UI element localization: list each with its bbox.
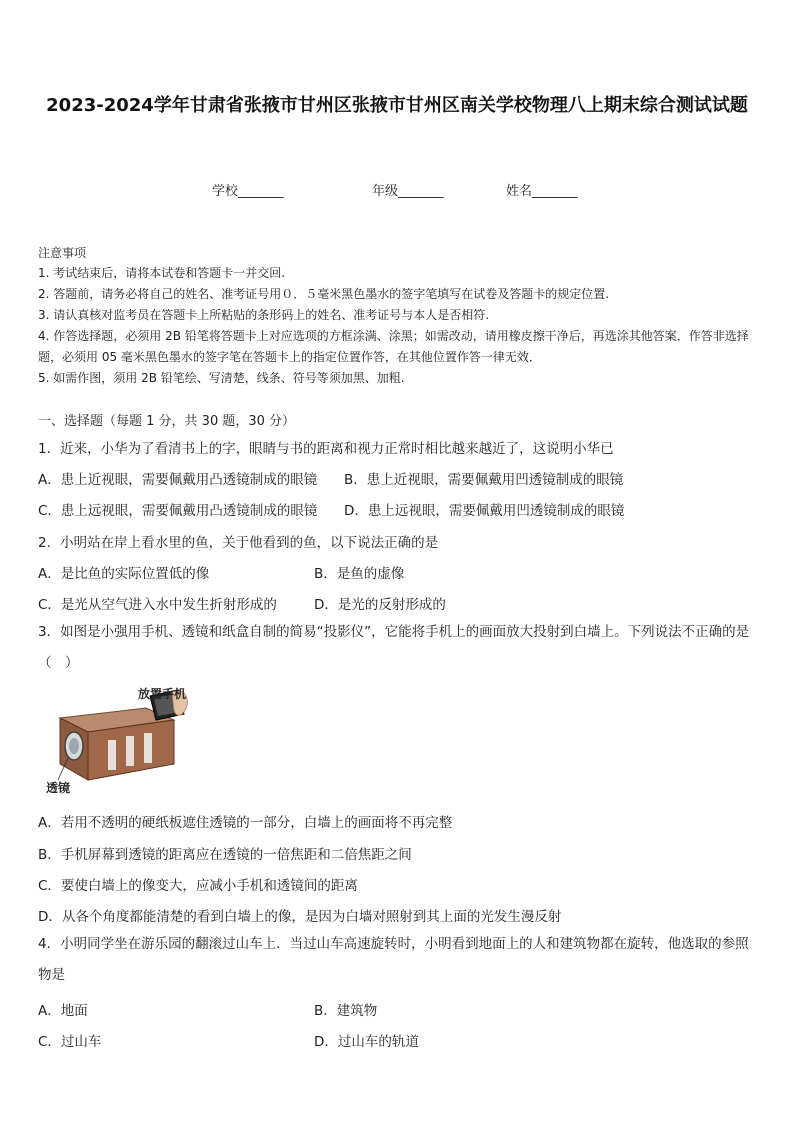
option-1c[interactable]: C．患上远视眼，需要佩戴用凸透镜制成的眼镜 bbox=[38, 503, 318, 519]
option-4c[interactable]: C．过山车 bbox=[38, 1034, 102, 1050]
question-stem-3: 3．如图是小强用手机、透镜和纸盒自制的简易“投影仪”，它能将手机上的画面放大投射到白墙上。下列说法不正确的是（ ） bbox=[38, 624, 750, 671]
projector-figure bbox=[38, 684, 198, 796]
option-4d[interactable]: D．过山车的轨道 bbox=[314, 1034, 419, 1050]
question-stem-4: 4．小明同学坐在游乐园的翻滚过山车上．当过山车高速旋转时，小明看到地面上的人和建筑物都在旋转，他选取的参照物是 bbox=[38, 936, 749, 983]
option-1d[interactable]: D．患上远视眼，需要佩戴用凹透镜制成的眼镜 bbox=[344, 503, 625, 519]
notice-heading: 注意事项 bbox=[38, 246, 87, 260]
figure-label-lens: 透镜 bbox=[46, 781, 71, 795]
name-field[interactable]: 姓名_______ bbox=[506, 184, 578, 199]
section-heading: 一、选择题（每题 1 分，共 30 题，30 分） bbox=[38, 414, 296, 429]
question-stem-1: 1．近来，小华为了看清书上的字，眼睛与书的距离和视力正常时相比越来越近了，这说明小华已 bbox=[38, 441, 614, 457]
option-3b[interactable]: B．手机屏幕到透镜的距离应在透镜的一倍焦距和二倍焦距之间 bbox=[38, 847, 412, 863]
option-3a[interactable]: A．若用不透明的硬纸板遮住透镜的一部分，白墙上的画面将不再完整 bbox=[38, 815, 453, 831]
option-4b[interactable]: B．建筑物 bbox=[314, 1003, 378, 1019]
option-3d[interactable]: D．从各个角度都能清楚的看到白墙上的像，是因为白墙对照射到其上面的光发生漫反射 bbox=[38, 909, 562, 925]
question-stem-2: 2．小明站在岸上看水里的鱼，关于他看到的鱼，以下说法正确的是 bbox=[38, 535, 439, 551]
option-2a[interactable]: A．是比鱼的实际位置低的像 bbox=[38, 566, 210, 582]
option-1a[interactable]: A．患上近视眼，需要佩戴用凸透镜制成的眼镜 bbox=[38, 472, 318, 488]
option-3c[interactable]: C．要使白墙上的像变大，应减小手机和透镜间的距离 bbox=[38, 878, 358, 894]
notice-item: 1. 考试结束后，请将本试卷和答题卡一并交回. bbox=[38, 266, 286, 280]
option-4a[interactable]: A．地面 bbox=[38, 1003, 88, 1019]
notice-item: 4. 作答选择题，必须用 2B 铅笔将答题卡上对应选项的方框涂满、涂黑；如需改动，请用橡皮擦干净后，再选涂其他答案．作答非选择题，必须用 05 毫米黑色墨水的签字笔在答题卡上的指定位置作答，在其他位置作答一律无效． bbox=[38, 329, 749, 364]
figure-label-phone: 放置手机 bbox=[138, 687, 187, 701]
school-field[interactable]: 学校_______ bbox=[212, 184, 284, 199]
notice-item: 5. 如需作图，须用 2B 铅笔绘、写清楚，线条、符号等须加黑、加粗. bbox=[38, 371, 405, 385]
option-2b[interactable]: B．是鱼的虚像 bbox=[314, 566, 405, 582]
notice-item: 3. 请认真核对监考员在答题卡上所粘贴的条形码上的姓名、准考证号与本人是否相符. bbox=[38, 308, 490, 322]
notice-item: 2. 答题前，请务必将自己的姓名、准考证号用０．５毫米黑色墨水的签字笔填写在试卷及答题卡的规定位置. bbox=[38, 287, 610, 301]
option-1b[interactable]: B．患上近视眼，需要佩戴用凹透镜制成的眼镜 bbox=[344, 472, 624, 488]
grade-field[interactable]: 年级_______ bbox=[372, 184, 444, 199]
option-2c[interactable]: C．是光从空气进入水中发生折射形成的 bbox=[38, 597, 277, 613]
page-title: 2023-2024学年甘肃省张掖市甘州区张掖市甘州区南关学校物理八上期末综合测试试题 bbox=[46, 95, 748, 116]
option-2d[interactable]: D．是光的反射形成的 bbox=[314, 597, 446, 613]
projector-box-icon bbox=[38, 684, 198, 796]
